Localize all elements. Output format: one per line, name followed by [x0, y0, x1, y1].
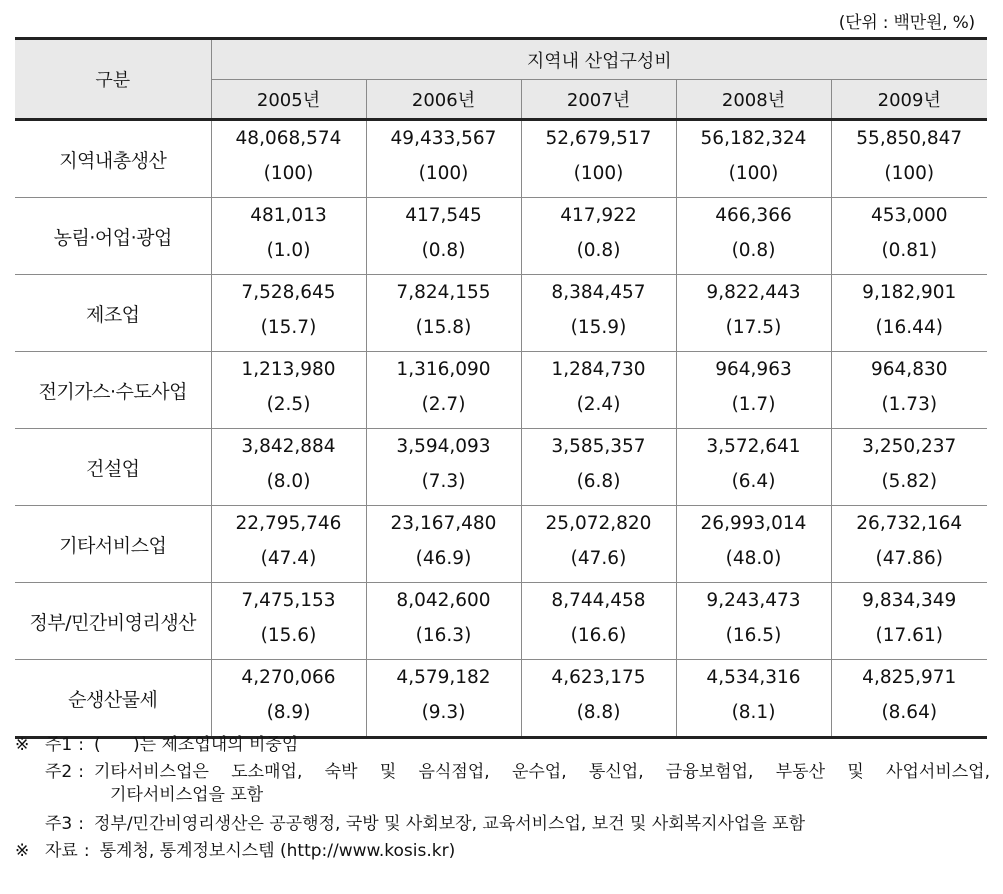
row-category: 건설업 [15, 429, 211, 506]
amount-value: 4,534,316 [706, 667, 801, 688]
amount-value: 1,213,980 [241, 359, 336, 380]
share-percent: (46.9) [415, 548, 472, 569]
note-3 [15, 813, 990, 836]
value-cell [831, 583, 987, 660]
share-percent: (6.4) [731, 471, 776, 492]
note-1-label: 주1 [45, 735, 73, 755]
share-percent: (48.0) [725, 548, 782, 569]
share-percent: (16.44) [875, 317, 943, 338]
amount-value: 417,545 [405, 205, 482, 226]
amount-value: 56,182,324 [700, 128, 807, 149]
value-cell [831, 198, 987, 275]
note-2 [15, 761, 990, 784]
share-percent: (100) [728, 163, 779, 184]
share-percent: (6.8) [576, 471, 621, 492]
source-text: 통계청, 통계정보시스템 (http://www.kosis.kr) [99, 841, 456, 861]
share-percent: (8.0) [266, 471, 311, 492]
share-percent: (0.8) [731, 240, 776, 261]
value-cell [211, 583, 366, 660]
industry-composition-table [15, 37, 987, 739]
value-cell [676, 583, 831, 660]
amount-value: 4,623,175 [551, 667, 646, 688]
value-cell [521, 506, 676, 583]
value-cell [211, 660, 366, 738]
table-row [15, 506, 987, 583]
amount-value: 9,243,473 [706, 590, 801, 611]
value-cell [521, 583, 676, 660]
amount-value: 1,284,730 [551, 359, 646, 380]
value-cell [366, 275, 521, 352]
table-row [15, 275, 987, 352]
value-cell [366, 352, 521, 429]
amount-value: 3,572,641 [706, 436, 801, 457]
share-percent: (15.8) [415, 317, 472, 338]
value-cell [521, 660, 676, 738]
value-cell [831, 352, 987, 429]
note-2-text-cont: 기타서비스업을 포함 [110, 785, 264, 805]
note-3-text: 정부/민간비영리생산은 공공행정, 국방 및 사회보장, 교육서비스업, 보건 및 사회복지사업을 포함 [93, 814, 806, 834]
amount-value: 481,013 [250, 205, 327, 226]
amount-value: 22,795,746 [235, 513, 342, 534]
table-row [15, 120, 987, 198]
row-category: 전기가스·수도사업 [15, 352, 211, 429]
header-row-group [15, 39, 987, 80]
source-label: 자료 [45, 841, 78, 861]
value-cell [831, 660, 987, 738]
share-percent: (0.81) [881, 240, 938, 261]
amount-value: 8,384,457 [551, 282, 646, 303]
row-category: 농림·어업·광업 [15, 198, 211, 275]
header-year: 2008년 [676, 80, 831, 120]
note-1-text: ( )는 제조업내의 비중임 [93, 735, 299, 755]
row-category: 정부/민간비영리생산 [15, 583, 211, 660]
value-cell [676, 506, 831, 583]
share-percent: (8.1) [731, 702, 776, 723]
value-cell [211, 429, 366, 506]
amount-value: 23,167,480 [390, 513, 497, 534]
amount-value: 8,042,600 [396, 590, 491, 611]
amount-value: 466,366 [715, 205, 792, 226]
amount-value: 453,000 [871, 205, 948, 226]
share-percent: (8.8) [576, 702, 621, 723]
share-percent: (2.5) [266, 394, 311, 415]
value-cell [676, 275, 831, 352]
share-percent: (7.3) [421, 471, 466, 492]
value-cell [211, 352, 366, 429]
value-cell [366, 429, 521, 506]
table-row [15, 429, 987, 506]
value-cell [211, 120, 366, 198]
header-year: 2006년 [366, 80, 521, 120]
value-cell [211, 275, 366, 352]
amount-value: 964,830 [871, 359, 948, 380]
share-percent: (0.8) [576, 240, 621, 261]
value-cell [831, 120, 987, 198]
share-percent: (9.3) [421, 702, 466, 723]
row-category: 순생산물세 [15, 660, 211, 738]
share-percent: (8.64) [881, 702, 938, 723]
value-cell [366, 506, 521, 583]
value-cell [521, 352, 676, 429]
value-cell [831, 429, 987, 506]
share-percent: (2.4) [576, 394, 621, 415]
table-row [15, 352, 987, 429]
note-colon: : [78, 735, 84, 755]
share-percent: (100) [884, 163, 935, 184]
amount-value: 9,182,901 [862, 282, 957, 303]
table-row [15, 660, 987, 738]
amount-value: 3,585,357 [551, 436, 646, 457]
row-category: 지역내총생산 [15, 120, 211, 198]
row-category: 제조업 [15, 275, 211, 352]
value-cell [366, 660, 521, 738]
share-percent: (100) [418, 163, 469, 184]
value-cell [521, 120, 676, 198]
note-3-label: 주3 [45, 814, 73, 834]
share-percent: (0.8) [421, 240, 466, 261]
share-percent: (47.4) [260, 548, 317, 569]
header-group-title: 지역내 산업구성비 [211, 39, 987, 80]
note-1 [15, 734, 990, 757]
value-cell [676, 352, 831, 429]
amount-value: 3,250,237 [862, 436, 957, 457]
share-percent: (47.86) [875, 548, 943, 569]
share-percent: (15.6) [260, 625, 317, 646]
share-percent: (100) [573, 163, 624, 184]
amount-value: 49,433,567 [390, 128, 497, 149]
share-percent: (5.82) [881, 471, 938, 492]
amount-value: 4,579,182 [396, 667, 491, 688]
amount-value: 4,270,066 [241, 667, 336, 688]
share-percent: (17.61) [875, 625, 943, 646]
amount-value: 4,825,971 [862, 667, 957, 688]
value-cell [211, 506, 366, 583]
amount-value: 9,822,443 [706, 282, 801, 303]
amount-value: 3,842,884 [241, 436, 336, 457]
table-row [15, 583, 987, 660]
value-cell [366, 583, 521, 660]
row-category: 기타서비스업 [15, 506, 211, 583]
share-percent: (1.0) [266, 240, 311, 261]
header-category: 구분 [15, 39, 211, 120]
note-2-continued [15, 784, 990, 807]
note-colon: : [78, 814, 84, 834]
amount-value: 48,068,574 [235, 128, 342, 149]
source-note [15, 840, 990, 863]
share-percent: (16.5) [725, 625, 782, 646]
share-percent: (15.9) [570, 317, 627, 338]
amount-value: 26,993,014 [700, 513, 807, 534]
value-cell [211, 198, 366, 275]
amount-value: 7,475,153 [241, 590, 336, 611]
amount-value: 7,528,645 [241, 282, 336, 303]
share-percent: (8.9) [266, 702, 311, 723]
amount-value: 25,072,820 [545, 513, 652, 534]
value-cell [676, 429, 831, 506]
amount-value: 26,732,164 [856, 513, 963, 534]
note-colon: : [78, 762, 84, 782]
value-cell [676, 660, 831, 738]
header-year: 2007년 [521, 80, 676, 120]
note-2-text: 기타서비스업은 도소매업, 숙박 및 음식점업, 운수업, 통신업, 금융보험업, 부동산 및 사업서비스업, [93, 762, 990, 782]
share-percent: (17.5) [725, 317, 782, 338]
share-percent: (47.6) [570, 548, 627, 569]
amount-value: 1,316,090 [396, 359, 491, 380]
footnotes [15, 734, 990, 863]
share-percent: (15.7) [260, 317, 317, 338]
amount-value: 7,824,155 [396, 282, 491, 303]
table-row [15, 198, 987, 275]
share-percent: (16.6) [570, 625, 627, 646]
note-mark: ※ [15, 735, 30, 755]
value-cell [366, 198, 521, 275]
value-cell [831, 275, 987, 352]
header-year: 2009년 [831, 80, 987, 120]
value-cell [521, 275, 676, 352]
unit-label: (단위 : 백만원, %) [838, 13, 975, 33]
note-mark: ※ [15, 841, 30, 861]
amount-value: 52,679,517 [545, 128, 652, 149]
amount-value: 9,834,349 [862, 590, 957, 611]
value-cell [366, 120, 521, 198]
amount-value: 964,963 [715, 359, 792, 380]
share-percent: (100) [263, 163, 314, 184]
amount-value: 3,594,093 [396, 436, 491, 457]
value-cell [831, 506, 987, 583]
share-percent: (1.7) [731, 394, 776, 415]
header-year: 2005년 [211, 80, 366, 120]
share-percent: (2.7) [421, 394, 466, 415]
note-colon: : [83, 841, 90, 861]
amount-value: 55,850,847 [856, 128, 963, 149]
value-cell [676, 198, 831, 275]
value-cell [521, 429, 676, 506]
share-percent: (1.73) [881, 394, 938, 415]
value-cell [676, 120, 831, 198]
amount-value: 417,922 [560, 205, 637, 226]
note-2-label: 주2 [45, 762, 73, 782]
share-percent: (16.3) [415, 625, 472, 646]
amount-value: 8,744,458 [551, 590, 646, 611]
value-cell [521, 198, 676, 275]
